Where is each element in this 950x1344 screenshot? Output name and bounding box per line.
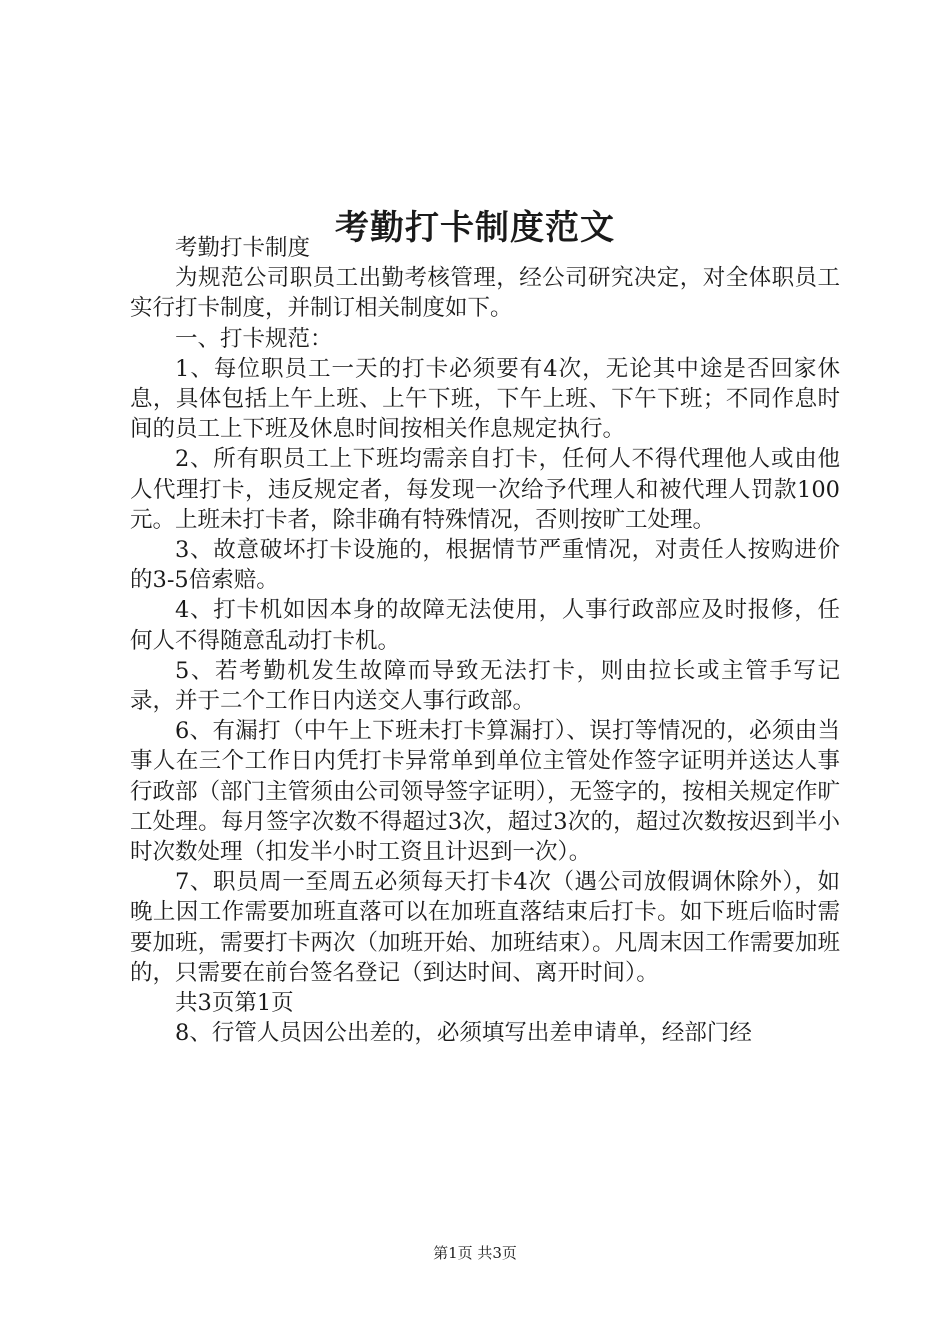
rule-item-8: 8、行管人员因公出差的，必须填写出差申请单，经部门经 (175, 1020, 752, 1047)
rule-item-1: 1、每位职员工一天的打卡必须要有4次，无论其中途是否回家休息，具体包括上午上班、上午下班，下午上班、下午下班；不同作息时间的员工上下班及休息时间按相关作息规定执行。 (130, 355, 840, 443)
rule-item-3: 3、故意破坏打卡设施的，根据情节严重情况，对责任人按购进价的3-5倍索赔。 (130, 537, 840, 594)
section-heading-1: 一、打卡规范： (175, 325, 333, 352)
page-footer: 第1页 共3页 (433, 1244, 517, 1262)
paragraph-heading: 考勤打卡制度 (175, 235, 311, 261)
document-body (130, 233, 840, 1048)
paragraph-intro: 为规范公司职员工出勤考核管理，经公司研究决定，对全体职员工实行打卡制度，并制订相关制度如下。 (130, 265, 840, 322)
rule-item-7: 7、职员周一至周五必须每天打卡4次（遇公司放假调休除外），如晚上因工作需要加班直落可以在加班直落结束后打卡。如下班后临时需要加班，需要打卡两次（加班开始、加班结束）。凡周末因工作需要加班的，只需要在前台签名登记（到达时间、离开时间）。 (130, 869, 840, 986)
rule-item-4: 4、打卡机如因本身的故障无法使用，人事行政部应及时报修，任何人不得随意乱动打卡机。 (130, 597, 840, 654)
rule-item-2: 2、所有职员工上下班均需亲自打卡，任何人不得代理他人或由他人代理打卡，违反规定者，每发现一次给予代理人和被代理人罚款100元。上班未打卡者，除非确有特殊情况，否则按旷工处理。 (130, 446, 840, 533)
document-title: 考勤打卡制度范文 (335, 207, 615, 248)
page-marker-inline: 共3页第1页 (175, 990, 294, 1017)
rule-item-6: 6、有漏打（中午上下班未打卡算漏打）、误打等情况的，必须由当事人在三个工作日内凭打卡异常单到单位主管处作签字证明并送达人事行政部（部门主管须由公司领导签字证明），无签字的，按相关规定作旷工处理。每月签字次数不得超过3次，超过3次的，超过次数按迟到半小时次数处理（扣发半小时工资且计迟到一次）。 (130, 718, 840, 866)
rule-item-5: 5、若考勤机发生故障而导致无法打卡，则由拉长或主管手写记录，并于二个工作日内送交人事行政部。 (130, 657, 840, 715)
